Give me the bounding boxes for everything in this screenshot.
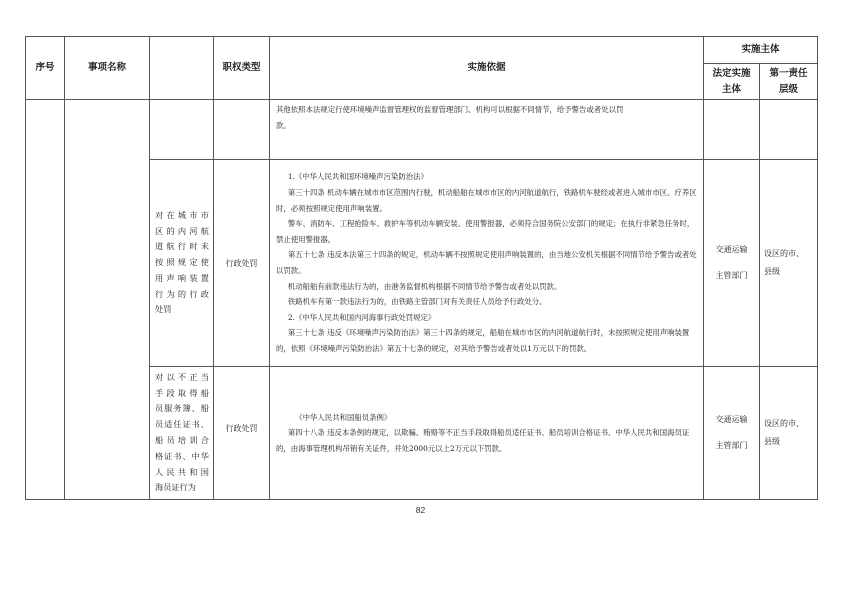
basis-paragraph: 《中华人民共和国船员条例》 (295, 412, 392, 422)
basis-paragraph: 其他依照本法规定行使环境噪声监督管理权的监督管理部门、机构可以根据不同情节，给予警告或者处以罚 (276, 105, 624, 114)
item-name-cell (65, 100, 150, 500)
name-line: 道航行时未 (155, 241, 209, 252)
header-legal-line2: 主体 (721, 83, 741, 95)
basis-cell (270, 100, 704, 160)
spacer (704, 259, 759, 267)
name-line: 船员培训合 (155, 435, 209, 445)
table-row (26, 100, 818, 160)
header-basis: 实施依据 (270, 37, 704, 100)
basis-paragraph: 机动船舶有前款违法行为的，由港务监督机构根据不同情节给予警告或者处以罚款。 (287, 281, 562, 291)
name-line: 按照规定使 (155, 257, 209, 268)
name-line: 对以不正当 (155, 371, 209, 382)
name-line: 手段取得船 (155, 387, 209, 398)
name-line: 处罚 (155, 304, 172, 315)
basis-paragraph: 1.《中华人民共和国环境噪声污染防治法》 (287, 172, 428, 182)
resp-level-line: 县级 (764, 267, 780, 276)
basis-paragraph: 款。 (276, 120, 291, 130)
header-blank (150, 37, 214, 100)
legal-subject (704, 367, 760, 500)
header-resp-level (760, 64, 818, 100)
resp-level-line: 县级 (764, 437, 780, 446)
legal-subject-line: 主管部门 (715, 441, 748, 450)
sub-item-cell (150, 100, 214, 160)
resp-level (760, 367, 818, 500)
header-seq: 序号 (26, 37, 65, 100)
legal-subject-cell (704, 100, 760, 160)
name-line: 海员证行为 (155, 482, 196, 493)
basis-paragraph: 警车、消防车、工程抢险车、救护车等机动车辆安装、使用警报器，必须符合国务院公安部门的规定；在执行非紧急任务时，禁止使用警报器。 (276, 219, 695, 244)
name-line: 行为的行政 (155, 288, 209, 299)
resp-level (760, 160, 818, 367)
basis-paragraph: 铁路机车有第一款违法行为的，由铁路主管部门对有关责任人员给予行政处分。 (287, 297, 547, 307)
basis-paragraph: 2.《中华人民共和国内河海事行政处罚规定》 (287, 312, 436, 322)
header-item-name: 事项名称 (65, 37, 150, 100)
legal-subject-line: 交通运输 (715, 245, 748, 254)
basis-paragraph: 第四十八条 违反本条例的规定，以欺骗、贿赂等不正当手段取得船员适任证书、船员培训合格证书、中华人民共和国海员证的，由海事管理机构吊销有关证件，并处2000元以上2万元以下罚款。 (276, 428, 690, 453)
resp-level-line: 设区的市、 (764, 249, 804, 258)
legal-subject-line: 主管部门 (715, 271, 748, 280)
header-resp-line2: 层级 (779, 83, 799, 95)
basis-paragraph: 第五十七条 违反本法第三十四条的规定，机动车辆不按照规定使用声响装置的，由当地公安机关根据不同情节给予警告或者处以罚款。 (276, 250, 697, 275)
header-legal-subject (704, 64, 760, 100)
header-power-type: 职权类型 (214, 37, 270, 100)
spacer (704, 429, 759, 437)
header-row-1 (26, 37, 818, 64)
name-line: 格证书、中华 (155, 450, 209, 461)
type-cell (214, 100, 270, 160)
name-line: 员适任证书、 (155, 419, 209, 430)
name-line: 人民共和国 (155, 466, 209, 477)
name-line: 对在城市市 (155, 209, 209, 220)
name-line: 用声响装置 (155, 272, 209, 283)
resp-level-line: 设区的市、 (764, 419, 804, 428)
sub-item-name (150, 160, 214, 367)
legal-subject (704, 160, 760, 367)
basis-paragraph: 第三十四条 机动车辆在城市市区范围内行驶，机动船舶在城市市区的内河航道航行，铁路机车驶经或者进入城市市区、疗养区时，必须按照规定使用声响装置。 (276, 188, 697, 213)
resp-level-cell (760, 100, 818, 160)
page-number: 82 (415, 505, 426, 515)
name-line: 区的内河航 (155, 225, 209, 236)
basis-paragraph: 第三十七条 违反《环境噪声污染防治法》第三十四条的规定，船舶在城市市区的内河航道航行时，未按照规定使用声响装置的，依照《环境噪声污染防治法》第五十七条的规定，对其给予警告或者处以1万元以下的罚款。 (276, 328, 690, 353)
header-subject: 实施主体 (704, 37, 818, 64)
seq-cell (26, 100, 65, 500)
power-list-table (25, 36, 818, 500)
legal-subject-line: 交通运输 (715, 415, 748, 424)
power-type: 行政处罚 (214, 367, 270, 500)
header-legal-line1: 法定实施 (712, 67, 751, 79)
basis-cell (270, 160, 704, 367)
basis-cell (270, 367, 704, 500)
header-resp-line1: 第一责任 (769, 67, 808, 79)
power-type: 行政处罚 (214, 160, 270, 367)
sub-item-name (150, 367, 214, 500)
name-line: 员服务簿、船 (155, 403, 209, 414)
